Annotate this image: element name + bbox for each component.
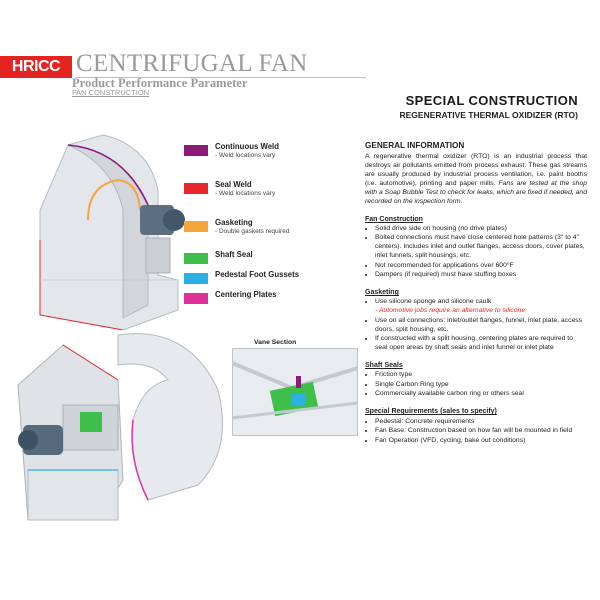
legend-note: - Double gaskets required [215, 228, 290, 235]
gasketing-item-text: Use silicone sponge and silicone caulk [375, 298, 492, 306]
fan-illustration-top [28, 130, 190, 330]
special-requirements-heading: Special Requirements (sales to specify) [365, 408, 497, 416]
color-legend [184, 142, 344, 310]
vane-section-label: Vane Section [254, 339, 297, 346]
general-info-text [365, 153, 587, 207]
legend-label: Continuous Weld [215, 142, 279, 151]
list-item: • Fan Base: Construction based on how fan will be mounted in field [375, 427, 587, 436]
fan-construction-list [365, 225, 587, 280]
section-subtitle: REGENERATIVE THERMAL OXIDIZER (RTO) [399, 110, 578, 120]
legend-note: - Weld locations vary [215, 190, 276, 197]
seal-weld-swatch [184, 183, 208, 194]
list-item: • Single Carbon Ring type [375, 381, 587, 390]
legend-label: Gasketing [215, 218, 253, 227]
list-item: • Pedestal: Concrete requirements [375, 418, 587, 427]
list-item: • Friction type [375, 371, 587, 380]
list-item: • Not recommended for applications over 600°F [375, 262, 587, 271]
automotive-note: - Automotive jobs require an alternative to silicone [375, 307, 526, 315]
general-info-heading: GENERAL INFORMATION [365, 141, 465, 150]
list-item: • Solid drive side on housing (no drive plates) [375, 225, 587, 234]
shaft-seals-heading: Shaft Seals [365, 362, 403, 370]
legend-label: Shaft Seal [215, 250, 253, 259]
legend-label: Pedestal Foot Gussets [215, 270, 300, 279]
list-item [375, 298, 587, 316]
fan-illustration-split [8, 330, 238, 530]
list-item: • Commercially available carbon ring or others seal [375, 390, 587, 399]
legend-item-centering-plates [184, 290, 344, 310]
list-item: • Bolted connections must have close centered hole patterns (3" to 4" centers). Includes inlet and outlet flanges, access doors, cover plates, inlet funnels, split housings, etc. [375, 234, 587, 261]
shaft-seals-list [365, 371, 587, 399]
legend-label: Seal Weld [215, 180, 252, 189]
vane-section-detail [232, 348, 358, 436]
legend-item-seal-weld [184, 180, 344, 218]
section-title: SPECIAL CONSTRUCTION [405, 93, 578, 108]
gasketing-heading: Gasketing [365, 289, 399, 297]
continuous-weld-swatch [184, 145, 208, 156]
general-info-italic: Fans are tested at the shop with a Soap Bubble Test to check for leaks, which are fixed if needed, and recorded on the inspection form. [365, 179, 587, 205]
page-title: CENTRIFUGAL FAN [76, 50, 308, 77]
info-column [365, 141, 587, 446]
general-info-body: A regenerative thermal oxidizer (RTO) is an industrial process that destroys air pollutants emitted from process exhaust. These gas streams are usually produced by industrial process ventilation, i.e. paint booths (i.e. automotive), printing and paper mills. [365, 152, 587, 187]
special-requirements-list [365, 418, 587, 446]
legend-note: - Weld locations vary [215, 152, 276, 159]
legend-label: Centering Plates [215, 290, 277, 299]
gasketing-swatch [184, 221, 208, 232]
legend-item-gasketing [184, 218, 344, 250]
centering-plates-swatch [184, 293, 208, 304]
list-item: • If constructed with a split housing, centering plates are required to seal open areas by shaft seals and inlet funnel or inlet plate [375, 335, 587, 353]
legend-item-shaft-seal [184, 250, 344, 270]
list-item: • Use on all connections: inlet/outlet flanges, funnel, inlet plate, access doors, split housing, etc. [375, 317, 587, 335]
pedestal-foot-gussets-swatch [184, 273, 208, 284]
section-header [399, 93, 578, 120]
breadcrumb-link[interactable]: FAN CONSTRUCTION [72, 88, 150, 97]
fan-construction-heading: Fan Construction [365, 215, 423, 223]
page-subtitle: Product Performance Parameter [72, 76, 248, 90]
gasketing-list [365, 298, 587, 353]
legend-item-pedestal-foot-gussets [184, 270, 344, 290]
list-item: • Fan Operation (VFD, cycling, bake out conditions) [375, 437, 587, 446]
shaft-seal-swatch [184, 253, 208, 264]
list-item: • Dampers (if required) must have stuffing boxes [375, 271, 587, 280]
brand-logo: HRICC [0, 56, 72, 78]
legend-item-continuous-weld [184, 142, 344, 180]
